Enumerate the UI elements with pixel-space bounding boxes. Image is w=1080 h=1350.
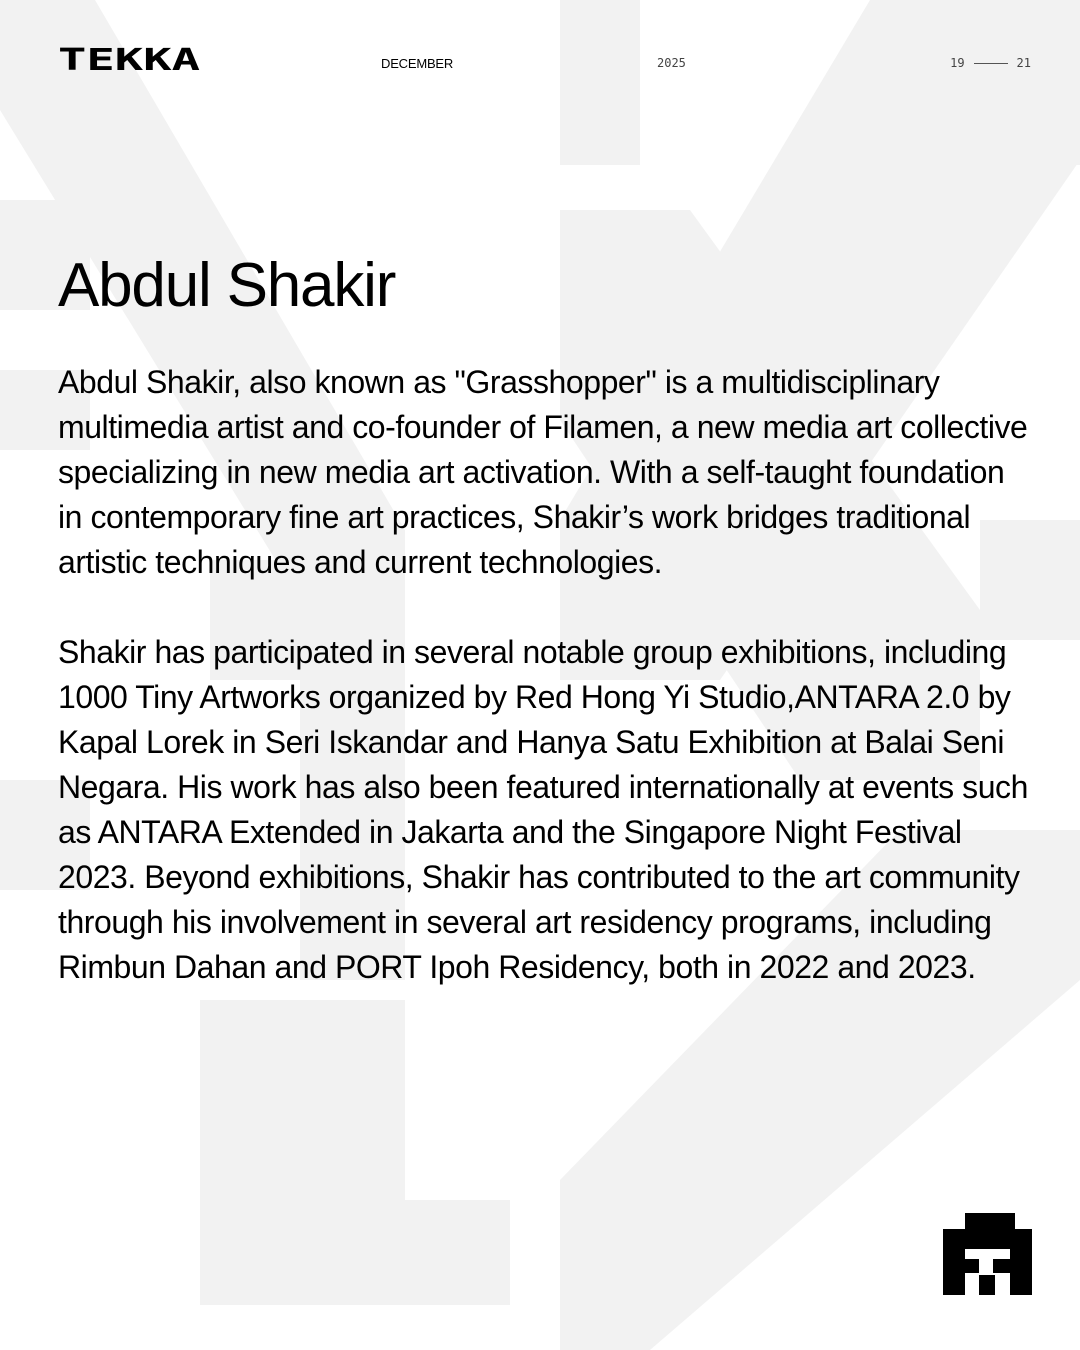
article-body bbox=[58, 248, 1033, 990]
article-paragraph: Shakir has participated in several notable group exhibitions, including 1000 Tiny Artworks organized by Red Hong Yi Studio,ANTARA 2.0 by Kapal Lorek in Seri Iskandar and Hanya Satu Exhibition at Balai Seni Negara. His work has also been featured internationally at events such as ANTARA Extended in Jakarta and the Singapore Night Festival 2023. Beyond exhibitions, Shakir has contributed to the art community through his involvement in several art residency programs, including Rimbun Dahan and PORT Ipoh Residency, both in 2022 and 2023. bbox=[58, 634, 1028, 985]
page-range bbox=[950, 56, 1031, 70]
brand-wordmark: TEKKA bbox=[58, 46, 200, 72]
page-header bbox=[0, 0, 1080, 120]
page-start: 19 bbox=[950, 56, 965, 70]
tekka-logo-icon bbox=[58, 46, 200, 72]
issue-year: 2025 bbox=[657, 56, 686, 70]
page-range-divider bbox=[974, 63, 1008, 64]
article-paragraph: Abdul Shakir, also known as "Grasshopper" is a multidisciplinary multimedia artist and co-founder of Filamen, a new media art collective specializing in new media art activation. With a self-taught foundation in contemporary fine art practices, Shakir’s work bridges traditional artistic techniques and current technologies. bbox=[58, 364, 1028, 580]
page-end: 21 bbox=[1016, 56, 1031, 70]
issue-month: DECEMBER bbox=[381, 56, 454, 71]
article-title: Abdul Shakir bbox=[58, 251, 396, 320]
pixel-monogram-icon bbox=[943, 1213, 1032, 1295]
